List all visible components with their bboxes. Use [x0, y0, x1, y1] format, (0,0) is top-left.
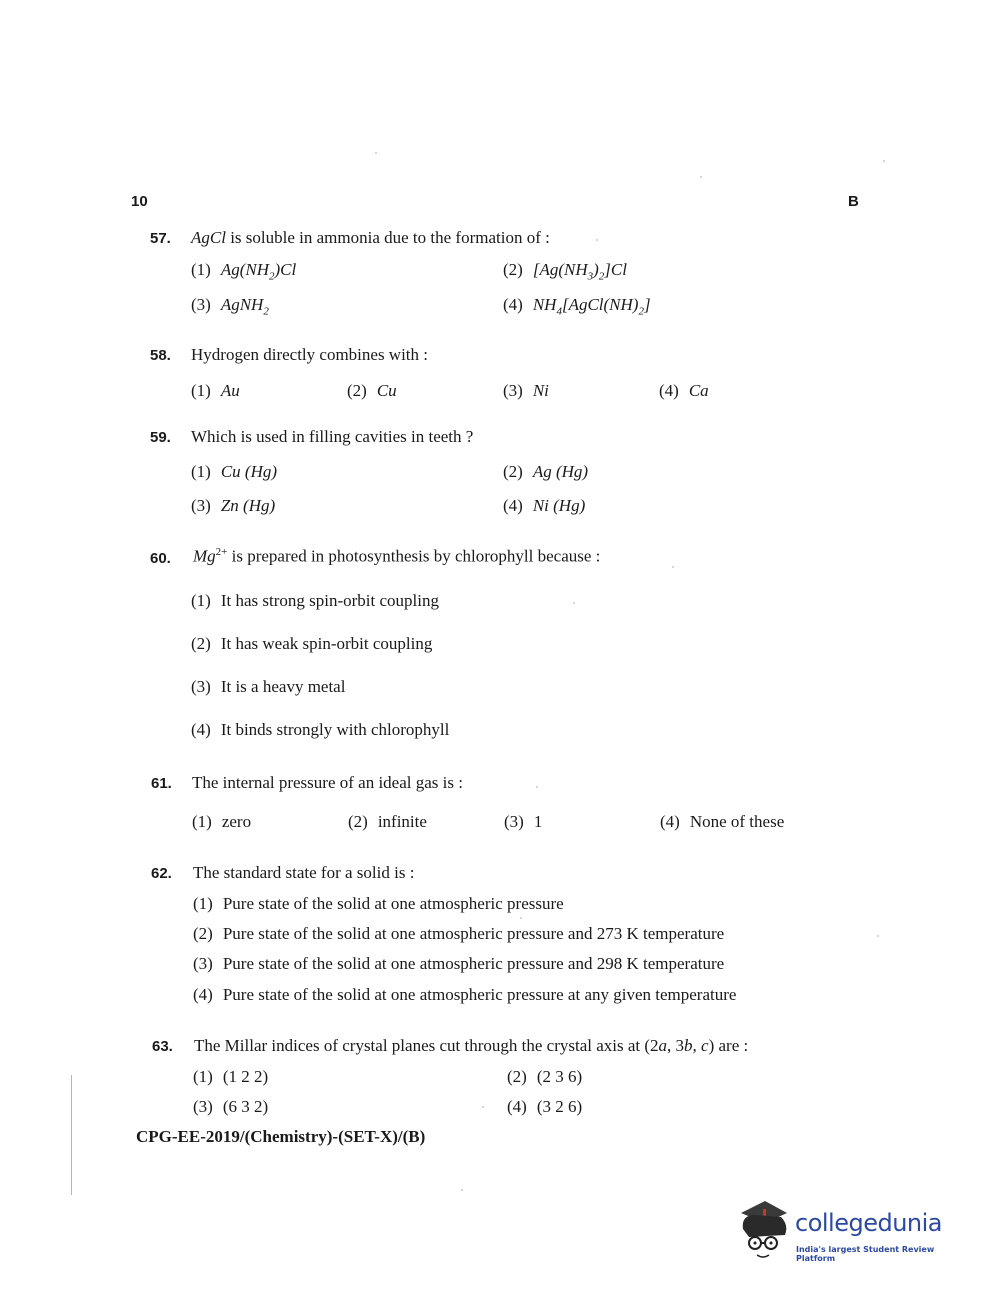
scan-speck — [700, 176, 702, 178]
question-number: 58. — [150, 347, 171, 364]
option: (2) It has weak spin-orbit coupling — [191, 634, 433, 653]
question-text: The standard state for a solid is : — [193, 863, 415, 882]
option: (4) Ni (Hg) — [503, 496, 586, 515]
question-text: Hydrogen directly combines with : — [191, 345, 429, 364]
scan-speck — [672, 566, 674, 568]
option: (1) Pure state of the solid at one atmospheric pressure — [193, 894, 564, 913]
footer-code: CPG-EE-2019/(Chemistry)-(SET-X)/(B) — [136, 1127, 426, 1146]
option: (3) Zn (Hg) — [191, 496, 276, 515]
option: (4) (3 2 6) — [507, 1097, 583, 1116]
option: (1) Cu (Hg) — [191, 462, 278, 481]
option: (2) infinite — [348, 812, 427, 831]
scan-speck — [461, 1189, 463, 1191]
option: (1) $Ag(NH_2)Cl$ — [191, 260, 297, 283]
scan-speck — [883, 160, 885, 162]
option: (1) Au — [191, 381, 240, 400]
option: (3) Ni — [503, 381, 549, 400]
question-text: Which is used in filling cavities in teeth ? — [191, 427, 474, 446]
collegedunia-logo — [735, 1195, 965, 1265]
brand-tagline: India's largest Student Review Platform — [796, 1245, 935, 1263]
mascot-icon — [735, 1195, 795, 1265]
option: (4) Pure state of the solid at one atmospheric pressure at any given temperature — [193, 985, 737, 1004]
scan-speck — [877, 935, 879, 937]
option: (1) (1 2 2) — [193, 1067, 269, 1086]
question-text: The internal pressure of an ideal gas is : — [192, 773, 463, 792]
page-number: 10 — [131, 193, 148, 210]
set-code: B — [848, 193, 859, 210]
option: (3) 1 — [504, 812, 543, 831]
question-number: 61. — [151, 775, 172, 792]
question-number: 63. — [152, 1038, 173, 1055]
option: (2) Ag (Hg) — [503, 462, 589, 481]
brand-name: collegedunia — [795, 1209, 943, 1237]
option: (3) (6 3 2) — [193, 1097, 269, 1116]
scan-speck — [596, 239, 598, 241]
option: (2) Pure state of the solid at one atmospheric pressure and 273 K temperature — [193, 924, 725, 943]
scan-speck — [520, 917, 522, 919]
option: (3) Pure state of the solid at one atmospheric pressure and 298 K temperature — [193, 954, 725, 973]
question-number: 57. — [150, 230, 171, 247]
option: (4) Ca — [659, 381, 709, 400]
option: (2) $[Ag(NH_3)_2]Cl$ — [503, 260, 627, 283]
option: (3) AgNH$_2$ — [191, 295, 269, 318]
scan-speck — [482, 1106, 484, 1108]
margin-line — [71, 1075, 72, 1195]
scan-speck — [375, 152, 377, 154]
question-text: AgCl is soluble in ammonia due to the formation of : — [191, 228, 550, 247]
option: (4) $NH_4[AgCl(NH)_2]$ — [503, 295, 651, 318]
question-number: 62. — [151, 865, 172, 882]
option: (2) Cu — [347, 381, 397, 400]
question-number: 59. — [150, 429, 171, 446]
question-number: 60. — [150, 550, 171, 567]
option: (4) None of these — [660, 812, 785, 831]
option: (3) It is a heavy metal — [191, 677, 346, 696]
scan-speck — [536, 786, 538, 788]
option: (4) It binds strongly with chlorophyll — [191, 720, 450, 739]
question-text: The Millar indices of crystal planes cut through the crystal axis at (2a, 3b, c) are : — [194, 1036, 749, 1055]
option: (1) zero — [192, 812, 252, 831]
question-text: $Mg^{2+}$ is prepared in photosynthesis by chlorophyll because : — [193, 546, 601, 566]
option: (1) It has strong spin-orbit coupling — [191, 591, 439, 610]
option: (2) (2 3 6) — [507, 1067, 583, 1086]
scan-speck — [573, 602, 575, 604]
